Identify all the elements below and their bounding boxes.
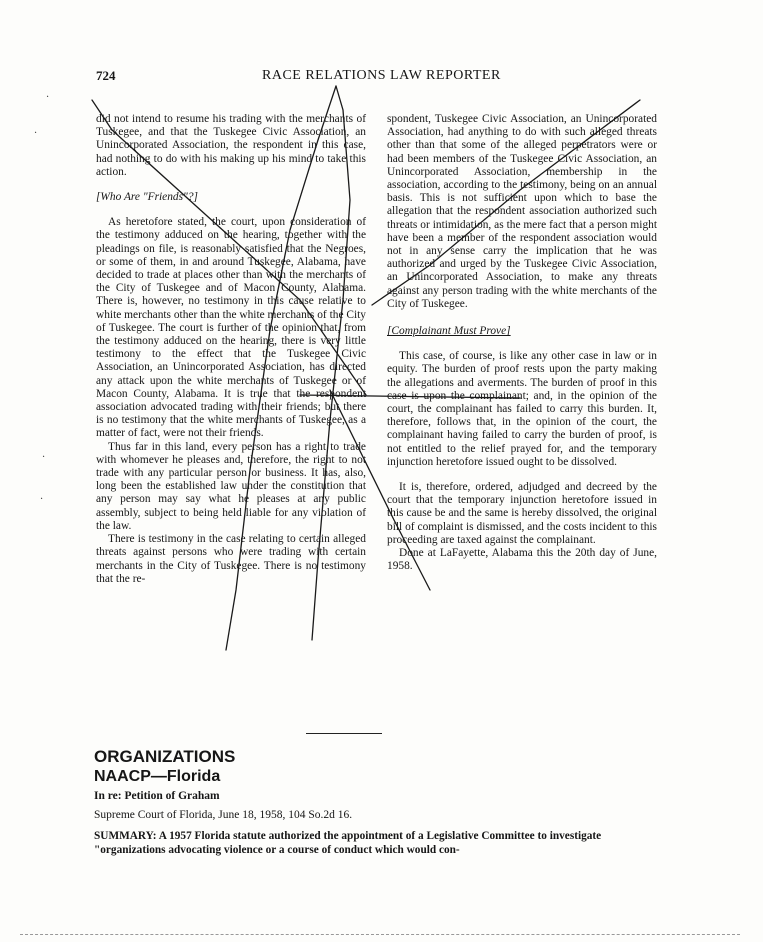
scan-edge bbox=[20, 934, 740, 935]
right-paragraph-4: Done at LaFayette, Alabama this the 20th day of June, 1958. bbox=[387, 547, 657, 573]
section-divider bbox=[306, 733, 382, 734]
case-title: NAACP—Florida bbox=[94, 768, 221, 785]
summary-text: A 1957 Florida statute authorized the appointment of a Legislative Committee to investigate "organizations advocating violence or a course of conduct which would con- bbox=[94, 830, 602, 856]
right-paragraph-2: This case, of course, is like any other case in law or in equity. The burden of proof rests upon the party making the allegations and averments. The burden of proof in this case is upon the complainant; and, in the opinion of the court, the complainant has failed to carry this burden. It, therefore, follows that, in the opinion of the court, the complainant having failed to carry the burden of proof, is not entitled to the relief prayed for, and the temporary injunction heretofore issued ought to be dissolved. bbox=[387, 350, 657, 468]
right-paragraph-1: spondent, Tuskegee Civic Association, an Unincorporated Association, had anything to do with such alleged threats other than that some of the alleged perpetrators were or had been members of the Tuskegee Civic Association, an Unincorporated Association, membership in the association, according to the testimony, being on an annual basis. This is not sufficient upon which to base the allegation that the respondent association authorized such threats or intimidation, as the mere fact that a person might have been a member of the respondent association would not in any sense carry the implication that he was authorized and urged by the Tuskegee Civic Association, an Unincorporated Association, to make any threats against any person trading with the white merchants of the City of Tuskegee. bbox=[387, 113, 657, 310]
right-subheading: [Complainant Must Prove] bbox=[387, 325, 511, 338]
court-citation: Supreme Court of Florida, June 18, 1958, 104 So.2d 16. bbox=[94, 809, 353, 821]
left-paragraph-4: There is testimony in the case relating to certain alleged threats against persons who were trading with certain merchants in the City of Tuskegee. There is no testimony that the re- bbox=[96, 533, 366, 585]
margin-mark: · bbox=[46, 92, 50, 103]
summary-label: SUMMARY: bbox=[94, 830, 157, 842]
section-title: ORGANIZATIONS bbox=[94, 747, 236, 766]
left-column bbox=[96, 113, 366, 586]
margin-mark: · bbox=[40, 494, 44, 505]
right-column bbox=[387, 113, 657, 574]
left-paragraph-2: As heretofore stated, the court, upon consideration of the testimony adduced on the hearing, together with the pleadings on file, is reasonably satisfied that the Negroes, or some of them, in and around Tuskegee, Alabama, have decided to trade at places other than with the merchants of the City of Tuskegee and of Macon County, Alabama. There is, however, no testimony in this cause relative to white merchants other than the white merchants of the City of Tuskegee. The court is further of the opinion that, from the testimony adduced on the hearing, there is very little testimony to the effect that the Tuskegee Civic Association, an Unincorporated Association, has directed any attack upon the white merchants of Tuskegee or of Macon County, Alabama. It is true that the respondent association advocated trading with their friends; but there is no testimony that the white merchants of Tuskegee, as a matter of fact, were not their friends. bbox=[96, 216, 366, 440]
case-summary bbox=[94, 829, 664, 857]
running-title: RACE RELATIONS LAW REPORTER bbox=[262, 68, 501, 83]
left-subheading: [Who Are "Friends"?] bbox=[96, 191, 198, 204]
left-paragraph-1: did not intend to resume his trading with the merchants of Tuskegee, and that the Tuskegee Civic Association, an Unincorporated Association, the respondent in this case, had nothing to do with his making up his mind to take this action. bbox=[96, 113, 366, 178]
right-paragraph-3: It is, therefore, ordered, adjudged and decreed by the court that the temporary injunction heretofore issued in this cause be and the same is hereby dissolved, the original bill of complaint is dismissed, and the costs incident to this proceeding are taxed against the complainant. bbox=[387, 481, 657, 546]
margin-mark: · bbox=[34, 128, 38, 139]
case-caption: In re: Petition of Graham bbox=[94, 790, 220, 802]
page-number: 724 bbox=[96, 68, 116, 83]
left-paragraph-3: Thus far in this land, every person has a right to trade with whomever he pleases and, therefore, the right to not trade with any particular person or business. It has, also, long been the established law under the constitution that any person may say what he pleases at any public assembly, subject to being held liable for any violation of the law. bbox=[96, 440, 366, 532]
margin-mark: · bbox=[42, 452, 46, 463]
